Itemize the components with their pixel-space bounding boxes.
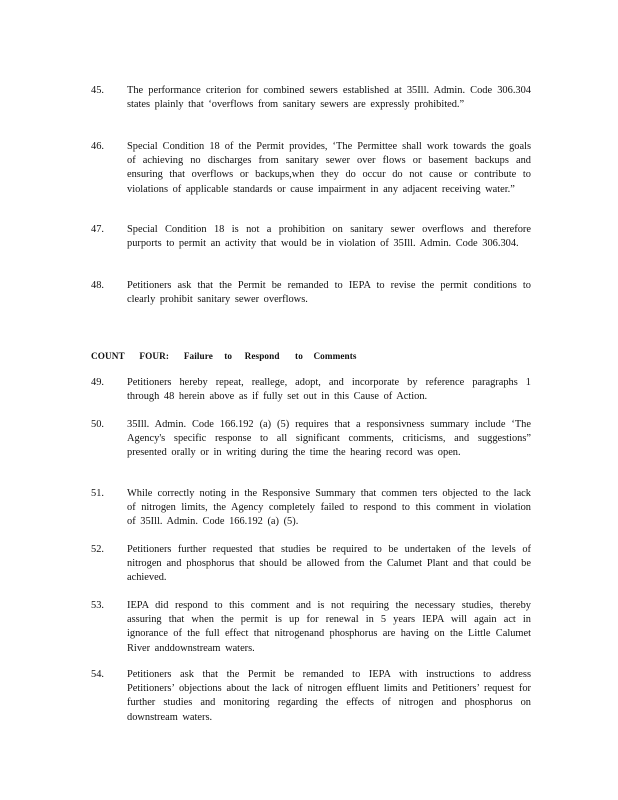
paragraph-text: Special Condition 18 of the Permit provides, ‘The Permittee shall work towards the goals of achieving no discharges from sanitary sewer over flows or basement backups and ensuring that overflows or backups,when they do occur do not cause or contribute to violations of applicable standards or cause impairment in any adjacent receiving water.” [127, 141, 531, 195]
paragraph-text: Petitioners hereby repeat, reallege, adopt, and incorporate by reference paragraphs 1 through 48 herein above as if fully set out in this Cause of Action. [127, 377, 531, 403]
paragraph-52 [91, 543, 531, 586]
paragraph-number: 53. [91, 600, 104, 611]
paragraph-text: The performance criterion for combined sewers established at 35Ill. Admin. Code 306.304 states plainly that ‘overflows from sanitary sewers are expressly prohibited.” [127, 85, 531, 111]
paragraph-text: Petitioners ask that the Permit be remanded to IEPA to revise the permit conditions to clearly prohibit sanitary sewer overflows. [127, 280, 531, 306]
paragraph-number: 46. [91, 141, 104, 152]
paragraph-54 [91, 668, 531, 725]
paragraph-51 [91, 487, 531, 530]
paragraph-number: 45. [91, 85, 104, 96]
paragraph-text: Special Condition 18 is not a prohibition on sanitary sewer overflows and therefore purports to permit an activity that would be in violation of 35Ill. Admin. Code 306.304. [127, 224, 531, 250]
paragraph-number: 52. [91, 544, 104, 555]
paragraph-number: 47. [91, 224, 104, 235]
paragraph-49 [91, 376, 531, 404]
paragraph-47 [91, 223, 531, 251]
heading-four: FOUR: [139, 351, 169, 361]
paragraph-48 [91, 279, 531, 307]
heading-failure: Failure [183, 351, 213, 361]
heading-respond: Respond [244, 351, 280, 361]
paragraph-number: 49. [91, 377, 104, 388]
paragraph-text: 35Ill. Admin. Code 166.192 (a) (5) requires that a responsivness summary include ‘The Agency's specific response to all significant comments, criticisms, and suggestions” presented orally or in writing during the time the hearing record was open. [127, 419, 531, 459]
paragraph-number: 54. [91, 669, 104, 680]
paragraph-number: 48. [91, 280, 104, 291]
paragraph-text: Petitioners further requested that studies be required to be undertaken of the levels of nitrogen and phosphorus that should be allowed from the Calumet Plant and that could be achieved. [127, 544, 531, 584]
heading-to: to [295, 351, 303, 361]
paragraph-45 [91, 84, 531, 112]
heading-comments: Comments [313, 351, 357, 361]
paragraph-46 [91, 140, 531, 197]
paragraph-text: While correctly noting in the Responsive Summary that commen ters objected to the lack of nitrogen limits, the Agency completely failed to respond to this comment in violation of 35Ill. Admin. Code 166.192 (a) (5). [127, 488, 531, 528]
paragraph-text: Petitioners ask that the Permit be remanded to IEPA with instructions to address Petitioners’ objections about the lack of nitrogen effluent limits and Petitioners’ request for further studies and monitoring regarding the effects of nitrogen and phosphorus on downstream waters. [127, 669, 531, 723]
paragraph-number: 51. [91, 488, 104, 499]
heading-count: COUNT [91, 351, 125, 361]
paragraph-text: IEPA did respond to this comment and is not requiring the necessary studies, thereby assuring that when the permit is up for renewal in 5 years IEPA will again act in ignorance of the full effect that nitrogenand phosphorus are having on the Little Calumet River anddownstream waters. [127, 600, 531, 654]
paragraph-50 [91, 418, 531, 461]
heading-to: to [224, 351, 233, 361]
paragraph-53 [91, 599, 531, 656]
paragraph-number: 50. [91, 419, 104, 430]
count-four-heading [91, 351, 357, 361]
